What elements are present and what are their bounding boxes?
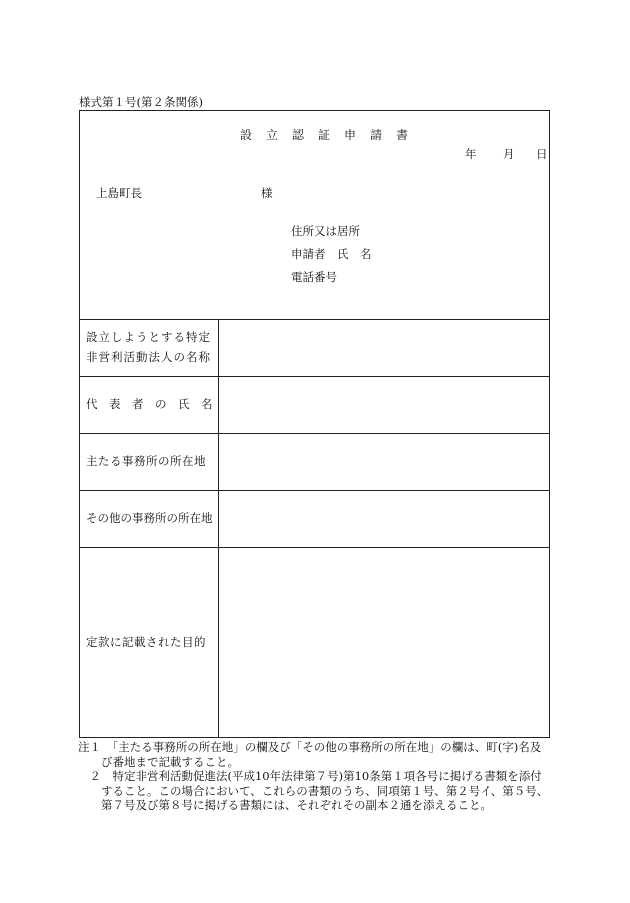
row-divider (80, 490, 549, 491)
row-label-line: 非営利活動法人の名称 (86, 350, 211, 364)
note-line: 注１ 「主たる事務所の所在地」の欄及び「その他の事務所の所在地」の欄は、町(字)名及 (78, 740, 542, 754)
honorific-label: 様 (261, 186, 273, 200)
addressee-label: 上島町長 (96, 186, 142, 200)
row-label-representative-name: 代 表 者 の 氏 名 (86, 397, 213, 411)
notes-section (78, 740, 556, 813)
date-day-label: 日 (536, 147, 548, 161)
form-title: 設 立 認 証 申 請 書 (240, 128, 410, 142)
applicant-address-label: 住所又は居所 (291, 224, 360, 238)
main-office-value (220, 435, 548, 489)
application-form-table (79, 110, 550, 738)
date-month-label: 月 (503, 147, 515, 161)
row-divider (80, 547, 549, 548)
representative-name-value (220, 378, 548, 432)
row-divider (80, 319, 549, 320)
corporation-name-value (220, 321, 548, 375)
row-label-main-office: 主たる事務所の所在地 (86, 454, 206, 468)
row-divider (80, 433, 549, 434)
row-label-corporation-name (86, 327, 214, 367)
date-year-label: 年 (465, 147, 477, 161)
note-line: すること。この場合において、これらの書類のうち、同項第１号、第２号イ、第５号、 (78, 783, 549, 798)
row-label-purpose: 定款に記載された目的 (86, 635, 206, 649)
form-number-label: 様式第１号(第２条関係) (79, 95, 203, 109)
note-line: 第７号及び第８号に掲げる書類には、それぞれその副本２通を添えること。 (78, 798, 492, 812)
row-divider (80, 376, 549, 377)
note-line: び番地まで記載すること。 (78, 754, 239, 769)
other-office-value (220, 492, 548, 546)
column-divider (218, 319, 219, 737)
row-label-other-office: その他の事務所の所在地 (86, 511, 213, 525)
row-label-line: 設立しようとする特定 (86, 330, 211, 344)
note-line: ２ 特定非営利活動促進法(平成10年法律第７号)第10条第１項各号に掲げる書類を添付 (78, 769, 542, 783)
applicant-name-label: 申請者 氏 名 (291, 247, 372, 261)
applicant-phone-label: 電話番号 (291, 270, 337, 284)
purpose-value (220, 549, 548, 735)
